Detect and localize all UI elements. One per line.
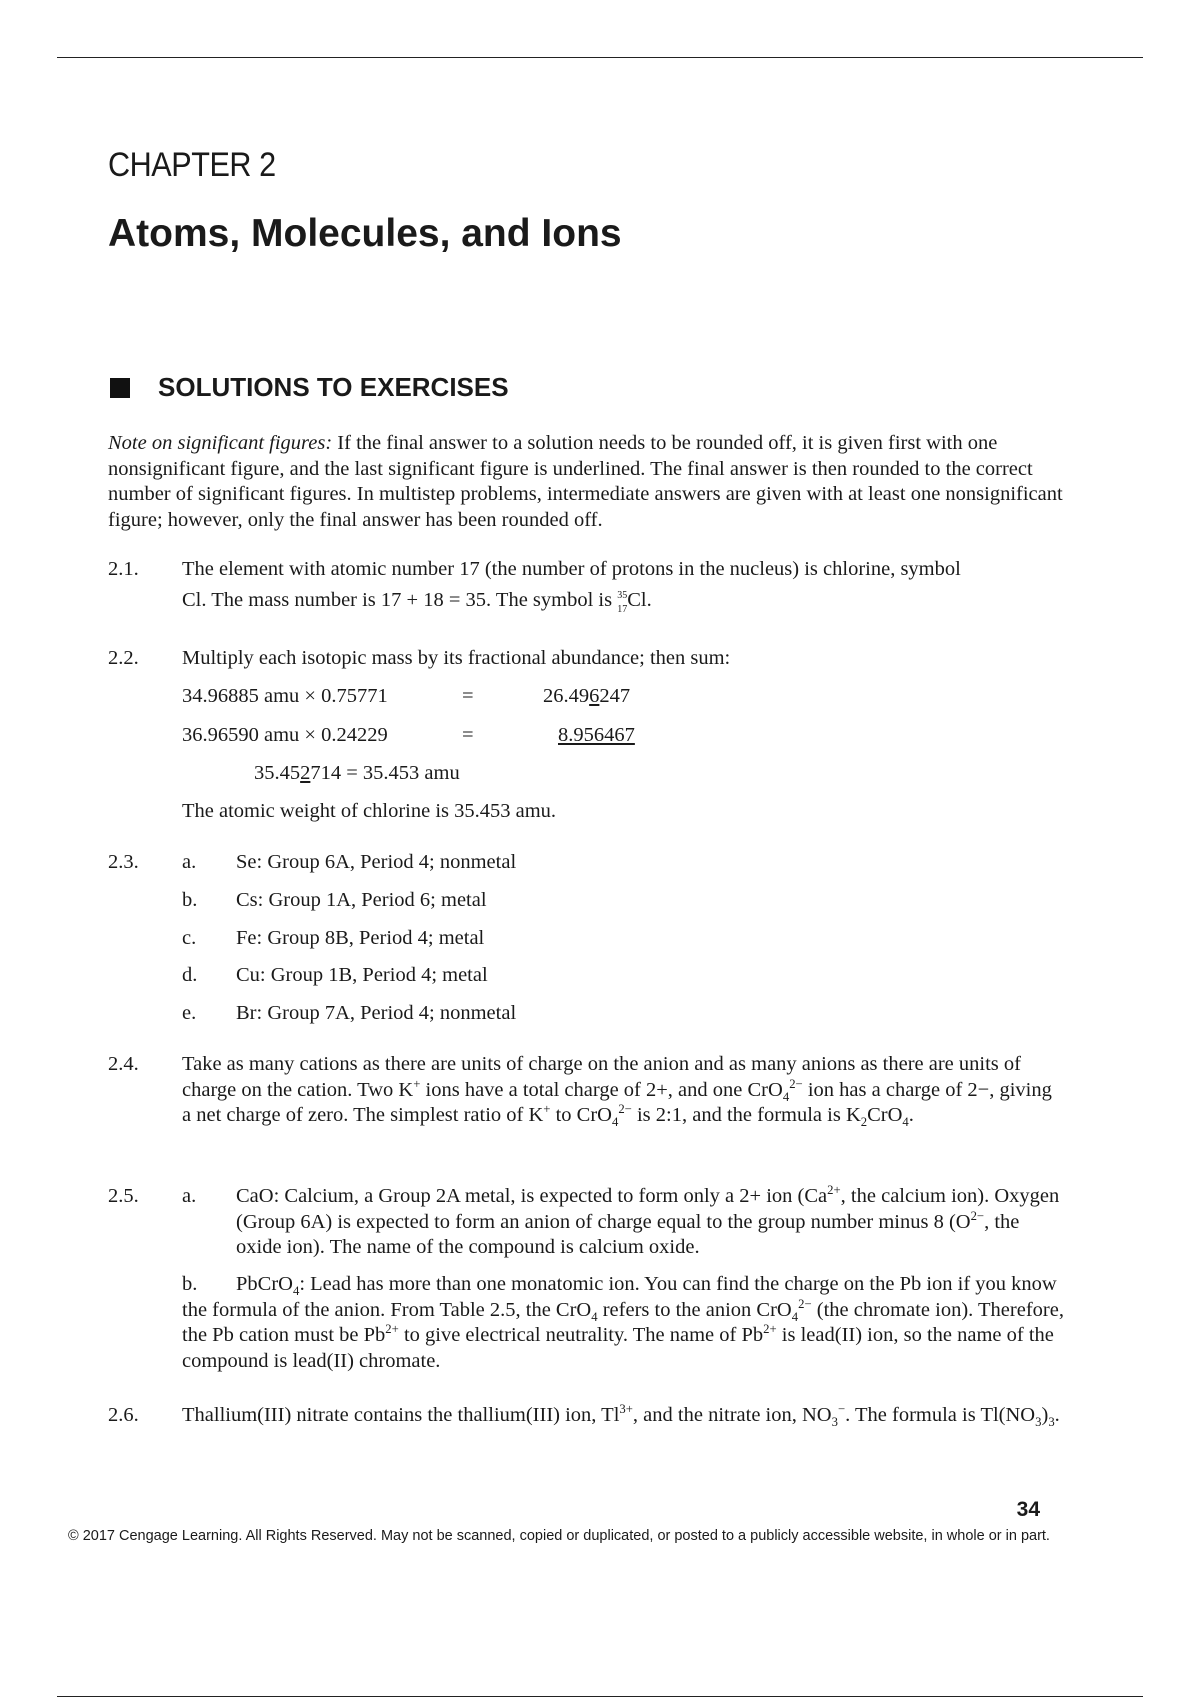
exercise-text: Thallium(III) nitrate contains the thallium(III) ion, $Tl^{3+}$, and the nitrate ion, $NO_3^-$. The formula is $Tl(NO_3)_3$. [182, 1402, 1060, 1430]
calc-result-part: 26.49 [543, 685, 590, 707]
exercise-number: 2.4. [108, 1053, 139, 1075]
calc-sum-part: 714 = 35.453 amu [310, 762, 460, 784]
exercise-conclusion: The atomic weight of chlorine is 35.453 amu. [182, 800, 557, 822]
isotope-symbol: Cl. [627, 588, 652, 611]
exercise-number: 2.5. [108, 1185, 139, 1207]
item-text: Fe: Group 8B, Period 4; metal [236, 927, 485, 949]
item-letter: b. [182, 889, 198, 911]
exercise-number: 2.6. [108, 1404, 139, 1426]
item-text: b. PbCrO$_4$: Lead has more than one monatomic ion. You can find the charge on the Pb ion if you know the formula of the anion. From Table 2.5, the CrO$_4$ refers to the anion CrO$_4^{2-}$ (the chromate ion). Therefore, the Pb cation must be $Pb^{2+}$ to give electrical neutrality. The name of $Pb^{2+}$ is lead(II) ion, so the name of the compound is lead(II) chromate. [182, 1273, 1064, 1372]
item-letter: c. [182, 927, 197, 949]
calc-result [543, 684, 630, 710]
exercise-intro: Multiply each isotopic mass by its fractional abundance; then sum: [182, 647, 731, 669]
calc-result-part: 247 [599, 685, 631, 707]
exercise-number: 2.1. [108, 558, 139, 580]
item-text: Se: Group 6A, Period 4; nonmetal [236, 851, 517, 873]
item-text: CaO: Calcium, a Group 2A metal, is expected to form only a 2+ ion ($Ca^{2+}$, the calcium ion). Oxygen (Group 6A) is expected to form an anion of charge equal to the group number minus 8 ($O^{2-}$, the oxide ion). The name of the compound is calcium oxide. [236, 1183, 1060, 1258]
exercise-number: 2.3. [108, 851, 139, 873]
exercise-text: Take as many cations as there are units of charge on the anion and as many anions as there are units of charge on the cation. Two K+ ions have a total charge of 2+, and one CrO$_4^{2-}$ ion has a charge of 2−, giving a net charge of zero. The simplest ratio of K+ to CrO$_4^{2-}$ is 2:1, and the formula is $K_2CrO_4$. [182, 1053, 1052, 1130]
isotope-mass-number: 35 [617, 589, 628, 601]
calc-expression: 36.96590 amu × 0.24229 [182, 724, 388, 746]
note-text: If the final answer to a solution needs to be rounded off, it is given first with one nonsignificant figure, and the last significant figure is underlined. The final answer is then rounded to the correct number of significant figures. In multistep problems, intermediate answers are given with at least one nonsignificant figure; however, only the final answer has been rounded off. [108, 432, 1063, 531]
calc-equals: = [462, 685, 474, 707]
section-heading [110, 372, 509, 403]
item-text: Br: Group 7A, Period 4; nonmetal [236, 1002, 517, 1024]
exercise-text: Cl. The mass number is 17 + 18 = 35. The symbol is [182, 588, 618, 611]
calc-result: 8.956467 [558, 724, 635, 746]
exercise-2-6 [108, 1403, 1068, 1463]
calc-sum-part: 35.45 [254, 762, 301, 784]
isotope-notation [617, 588, 628, 615]
calc-expression: 34.96885 amu × 0.75771 [182, 685, 388, 707]
exercise-text-line [182, 588, 1072, 614]
copyright-notice: © 2017 Cengage Learning. All Rights Reserved. May not be scanned, copied or duplicated, or posted to a publicly accessible website, in whole or in part. [68, 1528, 1050, 1544]
exercise-2-1 [108, 557, 1068, 617]
isotope-atomic-number: 17 [617, 603, 628, 615]
exercise-number: 2.2. [108, 647, 139, 669]
item-text: Cu: Group 1B, Period 4; metal [236, 964, 488, 986]
section-heading-text: SOLUTIONS TO EXERCISES [158, 372, 509, 402]
exercise-2-5 [108, 1184, 1068, 1384]
exercise-text-line: The element with atomic number 17 (the number of protons in the nucleus) is chlorine, symbol [182, 558, 961, 580]
note-lead: Note on significant figures: [108, 432, 333, 454]
calc-equals: = [462, 724, 474, 746]
exercise-2-4 [108, 1052, 1068, 1162]
top-rule [57, 57, 1143, 58]
exercise-2-3 [108, 850, 1068, 1030]
calc-sum-underlined-digit: 2 [300, 762, 311, 784]
item-letter: a. [182, 851, 197, 873]
significant-figures-note [108, 431, 1068, 533]
exercise-2-2 [108, 646, 1068, 826]
item-text: Cs: Group 1A, Period 6; metal [236, 889, 487, 911]
calc-result-underlined-digit: 6 [589, 685, 600, 707]
item-letter: b. [182, 1273, 198, 1295]
chapter-title: Atoms, Molecules, and Ions [108, 212, 622, 255]
chapter-label: CHAPTER 2 [108, 146, 276, 184]
bottom-rule [57, 1696, 1143, 1697]
item-letter: e. [182, 1002, 197, 1024]
item-letter: d. [182, 964, 198, 986]
square-bullet-icon [110, 378, 130, 398]
item-letter: a. [182, 1185, 197, 1207]
page-number: 34 [1016, 1498, 1040, 1521]
calc-sum [254, 761, 460, 787]
